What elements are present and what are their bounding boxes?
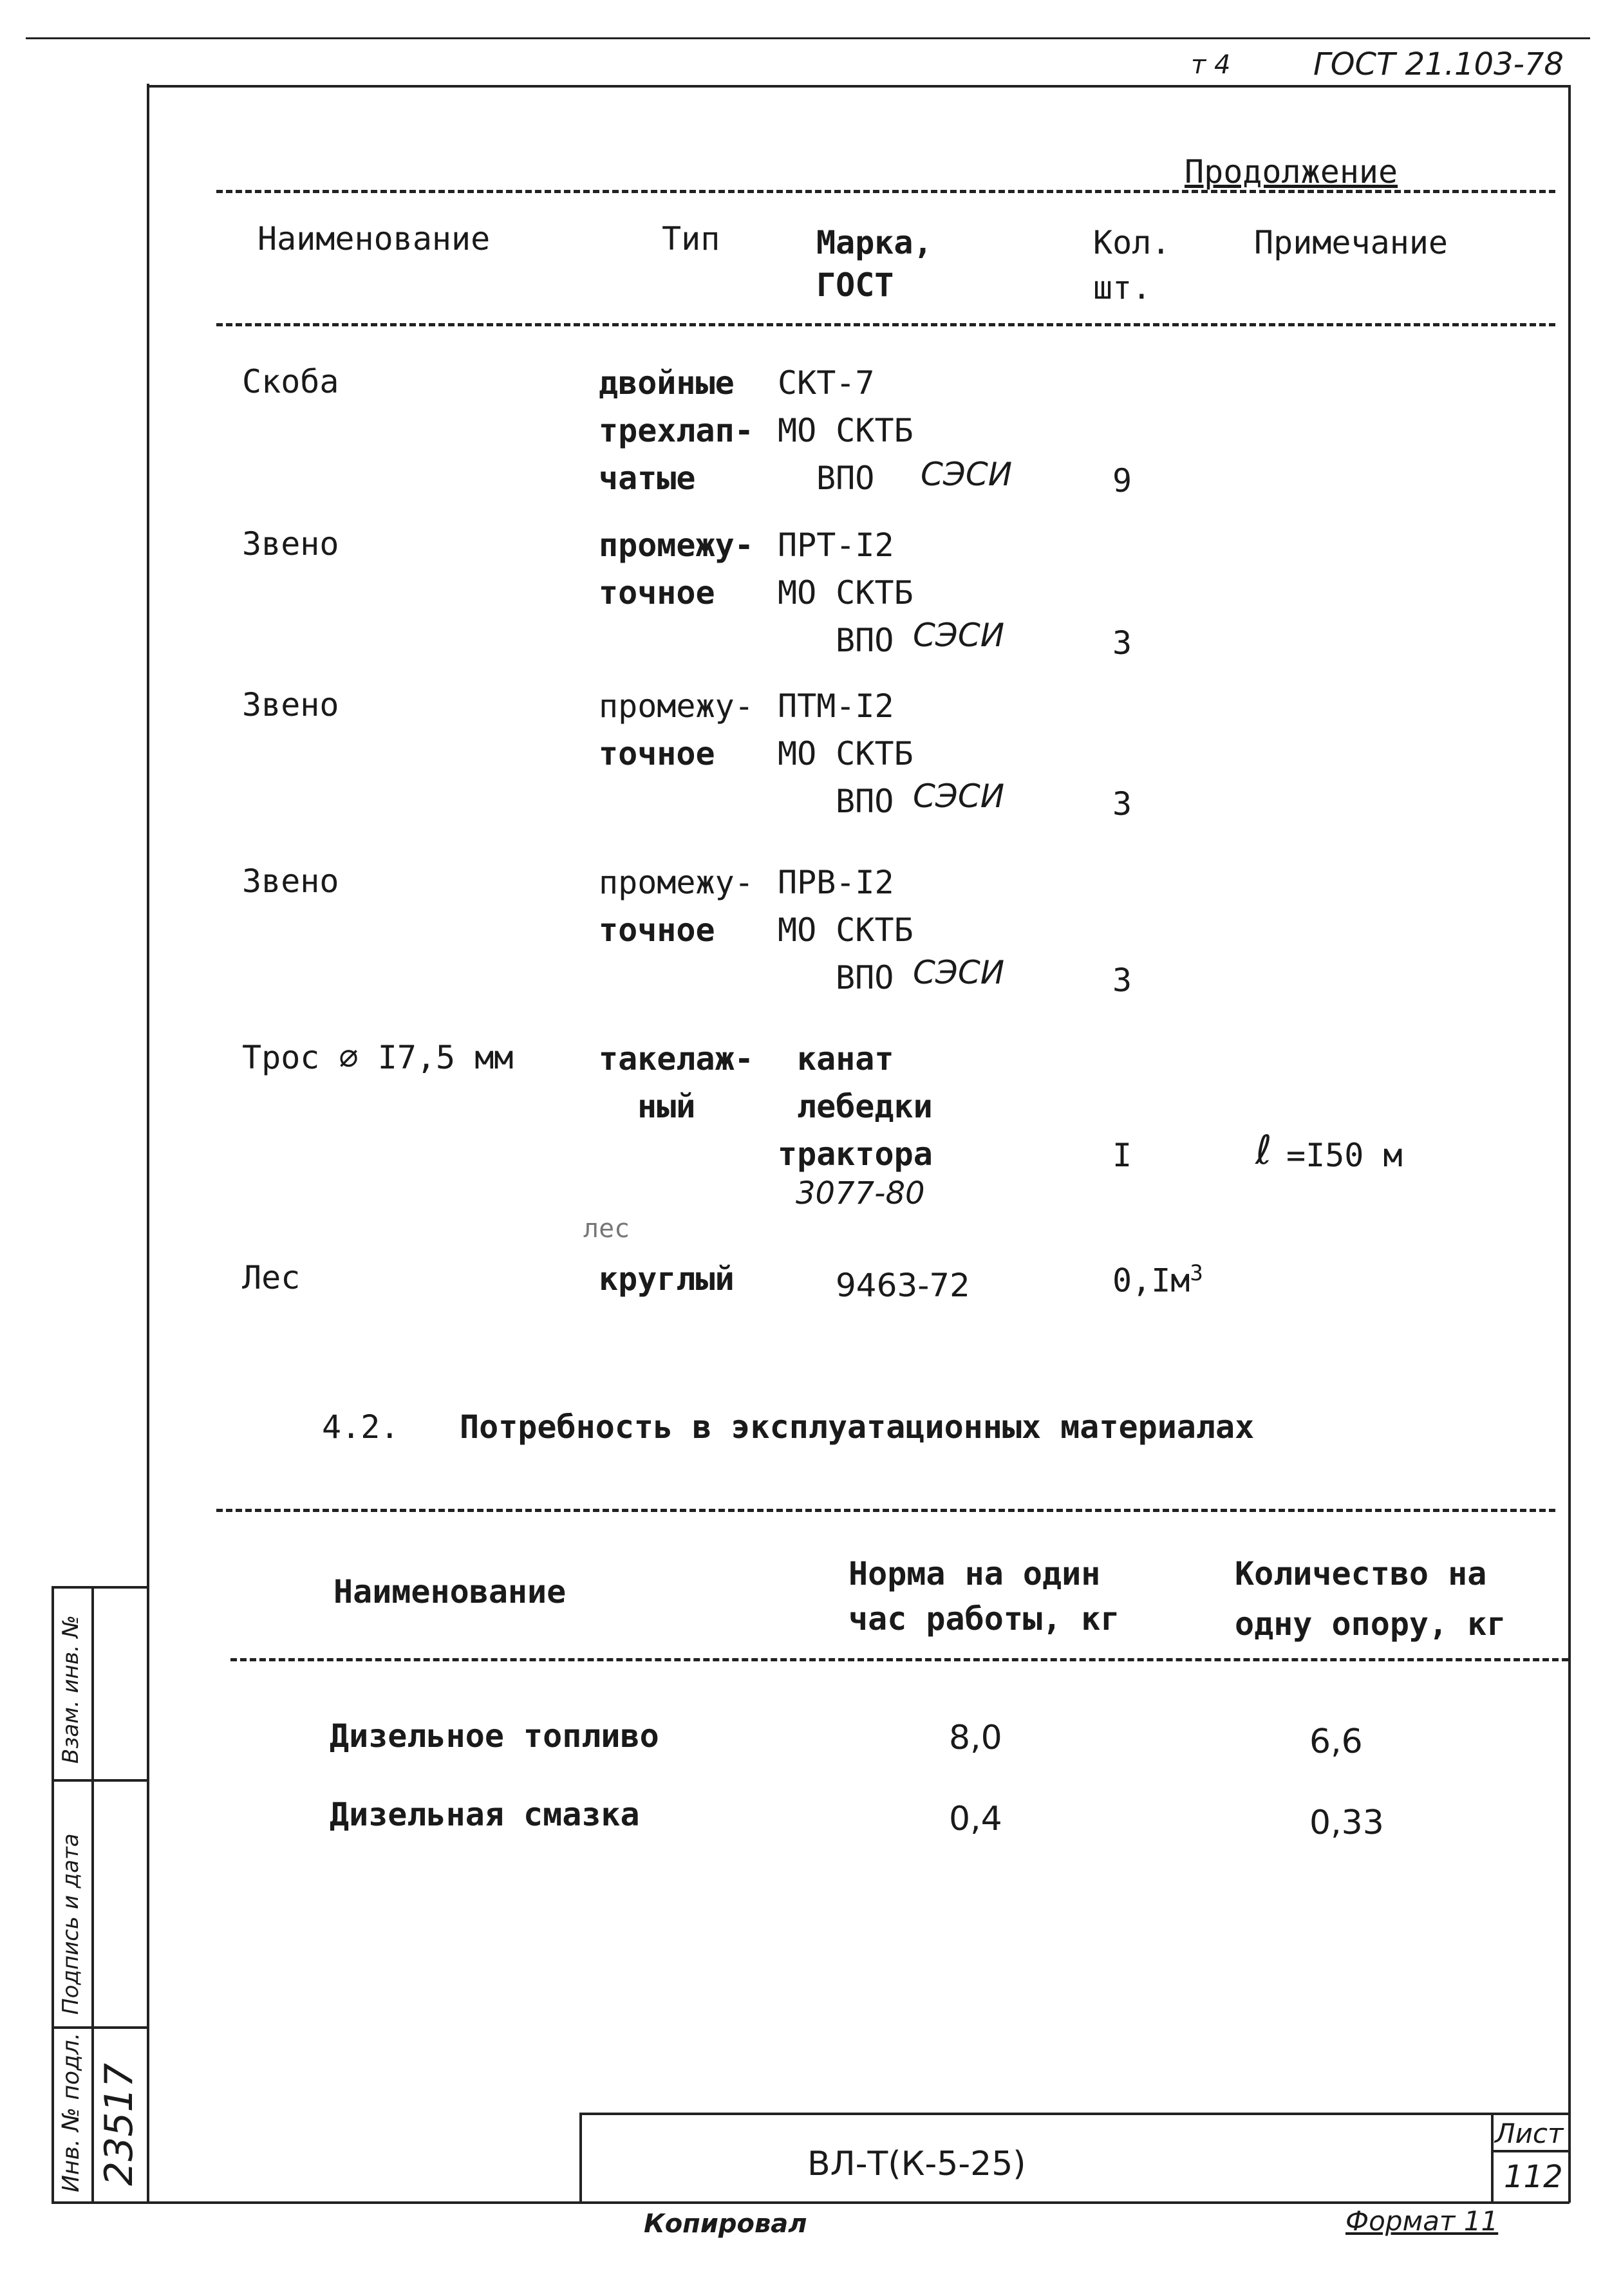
t1-row-mark: МО СКТБ [778, 735, 914, 772]
t1-row-name: Звено [242, 525, 339, 563]
side-strip-left [52, 1586, 54, 2203]
t1-row-mark-hand: СЭСИ [913, 954, 1005, 991]
t1-row-type: промежу- [599, 687, 754, 725]
t1-row-name: Звено [242, 686, 339, 723]
t1-row-mark: трактора [778, 1135, 933, 1173]
copied-label: Копировал [644, 2209, 807, 2239]
side-replace-label: Взам. инв. № [58, 1615, 84, 1764]
t1-row-mark: ПРВ-I2 [778, 864, 894, 901]
t1-h-mark-2: ГОСТ [816, 266, 894, 304]
t2-row-qty: 0,33 [1309, 1804, 1384, 1842]
t1-row-type: такелаж- [599, 1040, 754, 1078]
table2-top-rule [216, 1509, 1555, 1512]
stamp-sheet-mid [1491, 2150, 1568, 2152]
frame-bottom [52, 2201, 1570, 2204]
t1-row-mark: ВПО [816, 460, 875, 497]
gost-ref: ГОСТ 21.103-78 [1313, 46, 1564, 82]
t1-row-type: точное [599, 574, 715, 611]
t2-h-qty-2: одну опору, кг [1235, 1605, 1506, 1643]
t1-row-qty-unit-sup: 3 [1190, 1260, 1203, 1286]
side-inv-label: Инв. № подл. [58, 2032, 84, 2192]
stamp-code: ВЛ-Т(К-5-25) [807, 2145, 1026, 2183]
t1-row-type: чатые [599, 460, 696, 497]
t1-row-type: круглый [599, 1260, 735, 1298]
t1-row-type: промежу- [599, 864, 754, 901]
t1-row-mark-hand: СЭСИ [913, 778, 1005, 815]
t1-row-mark: ПРТ-I2 [778, 527, 894, 564]
t2-row-norm: 8,0 [949, 1719, 1002, 1757]
format-label: Формат 11 [1345, 2205, 1499, 2237]
top-edge-line [26, 37, 1590, 39]
side-strip-sep-2 [52, 2026, 148, 2029]
table1-header-rule [216, 323, 1555, 326]
t2-row-norm: 0,4 [949, 1800, 1002, 1838]
t1-row-name: Лес [242, 1259, 301, 1296]
t1-row-type: двойные [599, 364, 735, 402]
t1-row-mark-hand: 3077-80 [796, 1175, 925, 1211]
t1-row-qty-value: 0,Iм [1112, 1262, 1190, 1300]
t1-h-mark-1: Марка, [816, 224, 933, 261]
t1-row-name: Трос ∅ I7,5 мм [242, 1039, 514, 1076]
section-title: Потребность в эксплуатационных материалах [460, 1408, 1255, 1446]
side-sign-label: Подпись и дата [58, 1833, 84, 2015]
stamp-top [579, 2113, 1568, 2115]
t2-row-qty: 6,6 [1309, 1722, 1363, 1761]
t1-row-name: Скоба [242, 363, 339, 400]
table1-top-rule [216, 190, 1555, 193]
t1-row-mark: канат [797, 1040, 894, 1078]
side-inv-number: 23517 [97, 2063, 142, 2186]
t1-row-qty [1112, 1260, 1203, 1300]
t1-row-mark: 9463-72 [836, 1267, 970, 1304]
t1-row-type: промежу- [599, 527, 754, 564]
frame-right [1568, 85, 1571, 2203]
t1-h-qty-2: шт. [1093, 269, 1152, 306]
t1-row-type: лес [583, 1214, 630, 1244]
t1-row-mark: ВПО [836, 783, 894, 820]
t1-row-qty: 3 [1112, 962, 1132, 999]
sheet-ref: т 4 [1191, 50, 1231, 80]
t2-h-norm-1: Норма на один [848, 1555, 1101, 1592]
t1-h-type: Тип [662, 220, 720, 257]
side-strip-sep-1 [52, 1779, 148, 1782]
stamp-sheet-label: Лист [1495, 2118, 1564, 2149]
table2-header-rule [230, 1658, 1568, 1661]
t2-h-norm-2: час работы, кг [848, 1600, 1120, 1638]
t1-row-qty: 9 [1112, 462, 1132, 499]
side-strip-mid [91, 1586, 94, 2203]
t1-row-mark: ВПО [836, 622, 894, 659]
side-strip-top [52, 1586, 148, 1589]
stamp-sheet-number: 112 [1504, 2159, 1563, 2195]
t1-row-mark: МО СКТБ [778, 911, 914, 949]
t1-row-qty: 3 [1112, 785, 1132, 823]
t2-row-name: Дизельная смазка [330, 1796, 640, 1833]
t1-row-qty: 3 [1112, 624, 1132, 662]
t1-row-mark: МО СКТБ [778, 412, 914, 449]
t1-h-note: Примечание [1254, 224, 1448, 261]
t1-row-qty: I [1112, 1137, 1132, 1174]
t1-row-mark: МО СКТБ [778, 574, 914, 611]
t1-row-note-symbol: ℓ [1255, 1126, 1272, 1173]
stamp-sheet-sep [1491, 2113, 1494, 2203]
t2-row-name: Дизельное топливо [330, 1717, 659, 1755]
t2-h-name: Наименование [333, 1573, 567, 1610]
t2-h-qty-1: Количество на [1235, 1555, 1487, 1592]
t1-row-mark-hand: СЭСИ [913, 617, 1005, 654]
frame-top [147, 85, 1570, 88]
t1-row-type: точное [599, 911, 715, 949]
stamp-left [579, 2113, 582, 2203]
t1-row-name: Звено [242, 863, 339, 900]
t1-row-type: трехлап- [599, 412, 754, 449]
t1-row-mark: ПТМ-I2 [778, 687, 894, 725]
t1-row-mark-hand: СЭСИ [921, 456, 1013, 493]
section-number: 4.2. [322, 1408, 400, 1446]
t1-row-mark: лебедки [797, 1088, 933, 1125]
frame-left [147, 84, 149, 2201]
continuation-label: Продолжение [1185, 153, 1398, 191]
t1-row-type: ный [637, 1088, 696, 1125]
t1-h-name: Наименование [258, 220, 491, 257]
t1-row-mark: СКТ-7 [778, 364, 875, 402]
t1-row-mark: ВПО [836, 959, 894, 996]
t1-h-qty-1: Кол. [1093, 224, 1171, 261]
t1-row-note: =I50 м [1286, 1137, 1403, 1174]
t1-row-type: точное [599, 735, 715, 772]
